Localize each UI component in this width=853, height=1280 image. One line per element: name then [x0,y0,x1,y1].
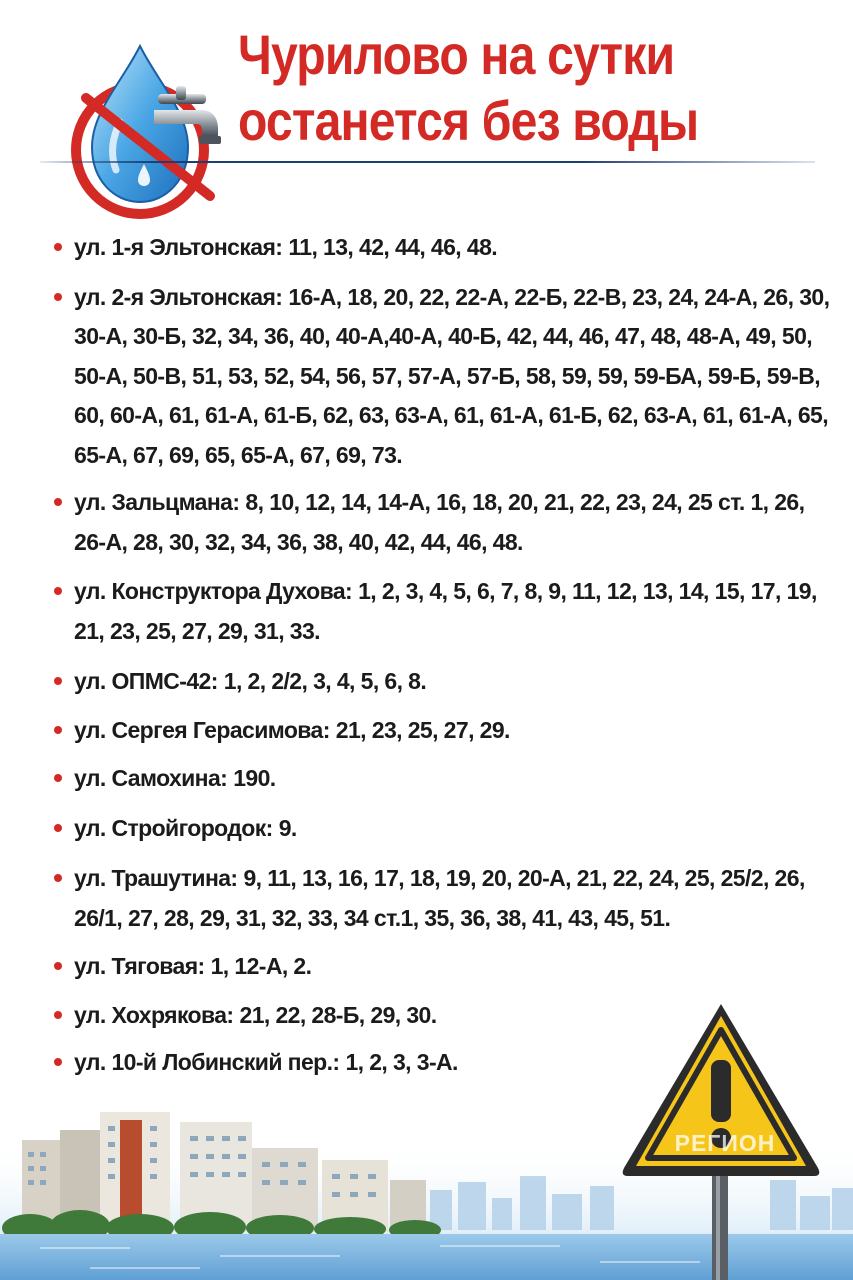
bullet-icon [54,587,62,595]
house-numbers: 16-А, 18, 20, 22, 22-А, 22-Б, 22-В, 23, 24, 24-А, 26, 30, 30-А, 30-Б, 32, 34, 36, 40, 40-А,40-А, 40-Б, 42, 44, 46, 47, 48, 48-А, 49, 50, 50-А, 50-В, 51, 53, 52, 54, 56, 57, 57-А, 57-Б, 58, 59, 59, 59-БА, 59-Б, 59-В, 60, 60-А, 61, 61-А, 61-Б, 62, 63, 63-А, 61, 61-А, 61-Б, 62, 63-А, 61, 61-А, 65, 65-А, 67, 69, 65, 65-А, 67, 69, 73. [74,283,830,468]
list-item [50,711,840,751]
bullet-icon [54,677,62,685]
list-item [50,228,840,268]
bullet-icon [54,726,62,734]
bullet-icon [54,962,62,970]
house-numbers: 21, 22, 28-Б, 29, 30. [239,1001,437,1028]
list-item [50,662,840,702]
street-name: ул. Трашутина: [74,865,238,891]
bullet-icon [54,774,62,782]
watermark: РЕГИОН [674,1130,776,1156]
list-item [50,572,840,651]
street-name: ул. 2-я Эльтонская: [74,283,283,310]
bullet-icon [54,824,62,832]
house-numbers: 1, 12-А, 2. [210,953,312,979]
list-item [50,947,840,987]
house-numbers: 1, 2, 3, 4, 5, 6, 7, 8, 9, 11, 12, 13, 14, 15, 17, 19, 21, 23, 25, 27, 29, 31, 33. [74,578,817,644]
street-name: ул. ОПМС-42: [74,668,218,694]
bullet-icon [54,243,62,251]
house-numbers: 190. [233,765,276,791]
street-name: ул. 1-я Эльтонская: [74,234,283,260]
street-name: ул. Хохрякова: [74,1001,234,1028]
title-line-1: Чурилово на сутки [238,23,675,86]
no-water-drop-faucet-icon [62,42,232,220]
house-numbers: 1, 2, 2/2, 3, 4, 5, 6, 8. [223,668,427,694]
street-name: ул. Тяговая: [74,953,205,979]
list-item [50,809,840,849]
house-numbers: 8, 10, 12, 14, 14-А, 16, 18, 20, 21, 22, 23, 24, 25 ст. 1, 26, 26-А, 28, 30, 32, 34, 36, 38, 40, 42, 44, 46, 48. [74,489,805,555]
street-name: ул. Сергея Герасимова: [74,716,330,743]
bullet-icon [54,498,62,506]
house-numbers: 1, 2, 3, 3-А. [345,1049,458,1075]
street-name: ул. Стройгородок: [74,814,273,841]
page-title [238,22,698,154]
list-item [50,759,840,799]
title-line-2: останется без воды [238,89,699,152]
street-list [50,228,840,1083]
list-item [50,859,840,938]
bullet-icon [54,874,62,882]
street-name: ул. Зальцмана: [74,489,240,515]
list-item [50,278,840,476]
house-numbers: 11, 13, 42, 44, 46, 48. [288,234,498,260]
house-numbers: 21, 23, 25, 27, 29. [335,716,510,743]
list-item [50,483,840,562]
bullet-icon [54,293,62,301]
house-numbers: 9. [278,814,297,841]
house-numbers: 9, 11, 13, 16, 17, 18, 19, 20, 20-А, 21, 22, 24, 25, 25/2, 26, 26/1, 27, 28, 29, 31, 32, 33, 34 ст.1, 35, 36, 38, 41, 43, 45, 51. [74,865,805,931]
header-divider [40,161,815,163]
street-name: ул. Самохина: [74,765,228,791]
street-name: ул. 10-й Лобинский пер.: [74,1049,340,1075]
street-name: ул. Конструктора Духова: [74,578,353,604]
header [0,0,853,230]
